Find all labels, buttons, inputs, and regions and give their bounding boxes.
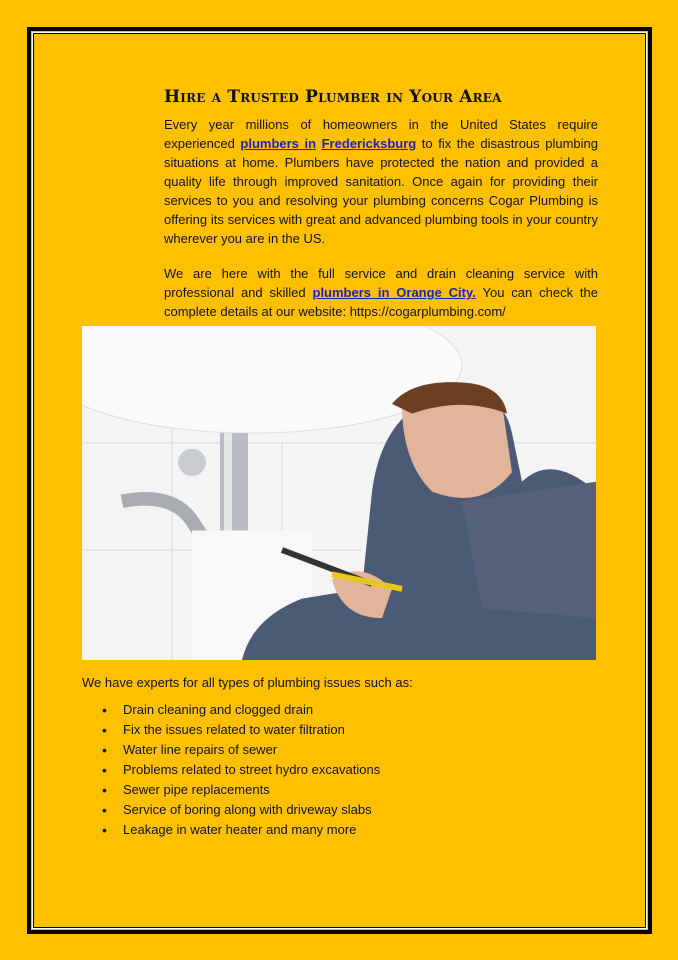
list-item: • Water line repairs of sewer	[82, 740, 380, 760]
list-item: • Fix the issues related to water filtration	[82, 720, 380, 740]
services-list	[82, 700, 380, 840]
p1-lead: Every year millions of homeowners in the United States require experienced	[164, 117, 598, 151]
p1-text: to fix the disastrous plumbing situations at home. Plumbers have protected the nation and provided a quality life through improved sanitation. Once again for providing their services to you and resolving your plumbing concerns Cogar Plumbing is offering its services with great and advanced plumbing tools in your country wherever you are in the US.	[164, 136, 598, 246]
list-item: • Service of boring along with driveway slabs	[82, 800, 380, 820]
link-plumbers-orange-city[interactable]: plumbers in Orange City.	[312, 285, 476, 300]
plumber-photo	[82, 326, 596, 660]
list-item: • Leakage in water heater and many more	[82, 820, 380, 840]
list-item: • Problems related to street hydro excavations	[82, 760, 380, 780]
link-fredericksburg[interactable]: Fredericksburg	[321, 136, 417, 151]
page-title: Hire a Trusted Plumber in Your Area	[164, 87, 502, 107]
service-paragraph	[164, 264, 598, 321]
p2-lead: We are here with the full service and drain cleaning service with professional and skilled	[164, 266, 598, 300]
services-intro: We have experts for all types of plumbing issues such as:	[82, 675, 413, 690]
plumber-photo-icon	[82, 326, 596, 660]
intro-paragraph	[164, 115, 598, 248]
list-item: • Sewer pipe replacements	[82, 780, 380, 800]
link-plumbers-in[interactable]: plumbers in	[240, 136, 317, 151]
p2-tail: You can check the complete details at our website: https://cogarplumbing.com/	[164, 285, 599, 319]
list-item: • Drain cleaning and clogged drain	[82, 700, 380, 720]
